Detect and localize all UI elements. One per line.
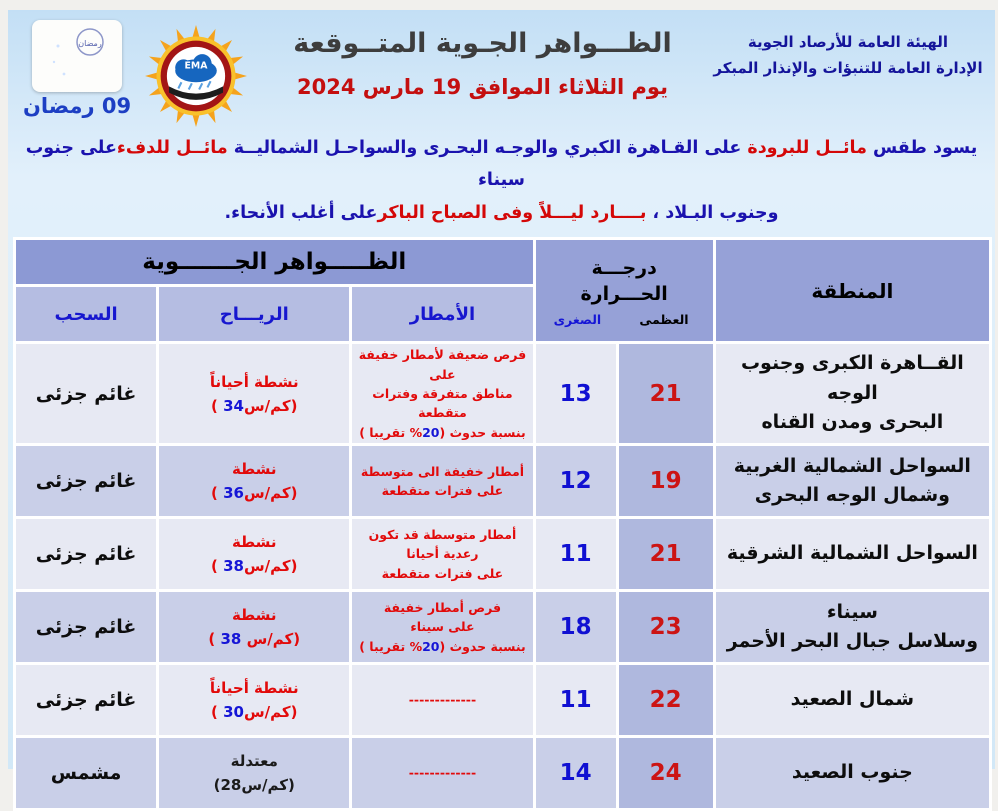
summary-line: يسود طقس مائــل للبرودة على القـاهرة الكبري والوجـه البحـرى والسواحـل الشماليــة مائــل للدفءعلى جنوب سيناء [25, 138, 978, 191]
region-cell [716, 519, 989, 589]
region-line: البحرى ومدن القناه [761, 411, 944, 434]
organization-block [709, 30, 987, 81]
rain-cell [352, 446, 532, 516]
region-line: وشمال الوجه البحرى [754, 484, 950, 506]
wind-cell [159, 519, 349, 589]
max-temp-cell: 23 [619, 592, 713, 662]
wind-column-header: الريـــاح [159, 287, 349, 341]
rain-line: ------------- [408, 765, 477, 781]
date-line: يوم الثلاثاء الموافق 19 مارس 2024 [297, 75, 668, 99]
table-row [16, 344, 989, 443]
min-temp-cell: 11 [536, 519, 616, 589]
org-title: الهيئة العامة للأرصاد الجوية [747, 33, 949, 51]
org-subtitle: الإدارة العامة للتنبؤات والإنذار المبكر [713, 58, 983, 77]
page-header [8, 10, 995, 128]
wind-status: معتدلة [230, 752, 278, 770]
rain-line: فرص أمطار خفيفة [383, 599, 502, 615]
wind-speed: ( 38كم/س) [211, 557, 298, 575]
rain-cell [352, 592, 532, 662]
temperature-header-cell [536, 240, 713, 341]
max-temp-cell: 21 [619, 519, 713, 589]
summary-line: وجنوب البـلاد ، بــــارد ليـــلاً وفى الصباح الباكرعلى أغلب الأنحاء. [224, 202, 779, 223]
wind-speed: ( 30كم/س) [211, 703, 298, 721]
svg-text:رمضان: رمضان [78, 39, 102, 48]
table-row [16, 592, 989, 662]
wind-speed: ( 36كم/س) [211, 484, 298, 502]
wind-cell [159, 738, 349, 808]
clouds-cell: غائم جزئى [16, 592, 156, 662]
ema-logo [136, 24, 256, 128]
region-cell [716, 592, 989, 662]
clouds-cell: غائم جزئى [16, 665, 156, 735]
wind-cell [159, 592, 349, 662]
region-header-cell: المنطقة [716, 240, 989, 341]
ramadan-badge [18, 20, 136, 118]
temperature-header-label: درجـــة الحـــرارة [580, 257, 668, 306]
max-temp-label: العظمى [639, 311, 689, 327]
wind-speed: ( 38 كم/س) [208, 630, 301, 648]
phenomena-group-header: الظـــــواهر الجـــــــوية [16, 240, 533, 284]
table-row [16, 665, 989, 735]
wind-status: نشطة [231, 460, 277, 478]
rain-cell [352, 344, 532, 443]
rain-line: على فترات متقطعة [381, 483, 504, 498]
region-line: شمال الصعيد [790, 688, 915, 711]
wind-status: نشطة [231, 533, 277, 551]
crescent-moon-icon [38, 24, 116, 88]
min-temp-cell: 11 [536, 665, 616, 735]
rain-line: بنسبة حدوث (20% تقريبا ) [359, 638, 526, 654]
wind-status: نشطة [231, 606, 277, 624]
rain-line: أمطار متوسطة قد تكون [368, 526, 517, 542]
min-temp-cell: 18 [536, 592, 616, 662]
min-temp-cell: 12 [536, 446, 616, 516]
rain-line: على فترات متقطعة [381, 565, 504, 581]
min-temp-label: الصغرى [553, 311, 602, 327]
clouds-column-header: السحب [16, 287, 156, 341]
title-block [256, 28, 709, 99]
ramadan-day-label: 09 رمضان [22, 94, 132, 118]
region-line: القــاهرة الكبرى وجنوب الوجه [740, 352, 964, 404]
max-temp-cell: 21 [619, 344, 713, 443]
max-temp-cell: 24 [619, 738, 713, 808]
clouds-cell: غائم جزئى [16, 344, 156, 443]
max-temp-cell: 19 [619, 446, 713, 516]
rain-column-header: الأمطار [352, 287, 532, 341]
temperature-sublabels [538, 312, 711, 327]
max-temp-cell: 22 [619, 665, 713, 735]
region-cell [716, 738, 989, 808]
rain-line: ------------- [408, 692, 477, 708]
region-line: جنوب الصعيد [791, 761, 913, 784]
rain-cell [352, 519, 532, 589]
wind-status: نشطة أحياناً [209, 372, 299, 391]
wind-speed: ( 34كم/س) [211, 396, 298, 415]
region-line: السواحل الشمالية الشرقية [726, 542, 978, 565]
clouds-cell: غائم جزئى [16, 519, 156, 589]
svg-text:EMA: EMA [184, 60, 208, 72]
wind-status: نشطة أحياناً [209, 679, 299, 697]
rain-line: فرص ضعيفة لأمطار خفيفة على [358, 347, 527, 382]
rain-line: مناطق متفرقة وفترات متقطعة [372, 385, 513, 421]
rain-line: على سيناء [410, 619, 475, 635]
wind-cell [159, 665, 349, 735]
page-title: الظـــواهر الجـوية المتــوقعة [293, 28, 672, 59]
clouds-cell: مشمس [16, 738, 156, 808]
summary-text [8, 132, 995, 229]
wind-speed: (28كم/س) [213, 776, 295, 794]
forecast-tbody [16, 344, 989, 808]
table-row [16, 519, 989, 589]
rain-cell [352, 738, 532, 808]
weather-bulletin-page [8, 10, 995, 794]
ema-logo-icon [144, 24, 248, 128]
wind-cell [159, 446, 349, 516]
rain-line: رعدية أحيانا [406, 546, 479, 562]
region-cell [716, 344, 989, 443]
forecast-thead [16, 240, 989, 341]
rain-line: بنسبة حدوث (20% تقريبا ) [359, 424, 526, 440]
region-cell [716, 665, 989, 735]
region-line: سيناء [826, 600, 878, 623]
clouds-cell: غائم جزئى [16, 446, 156, 516]
rain-cell [352, 665, 532, 735]
min-temp-cell: 13 [536, 344, 616, 443]
region-line: وسلاسل جبال البحر الأحمر [726, 630, 979, 652]
wind-cell [159, 344, 349, 443]
region-line: السواحل الشمالية الغربية [733, 454, 971, 477]
table-row [16, 446, 989, 516]
forecast-table [13, 237, 992, 811]
rain-line: أمطار خفيفة الى متوسطة [360, 463, 525, 479]
region-cell [716, 446, 989, 516]
table-row [16, 738, 989, 808]
crescent-card [32, 20, 122, 92]
min-temp-cell: 14 [536, 738, 616, 808]
